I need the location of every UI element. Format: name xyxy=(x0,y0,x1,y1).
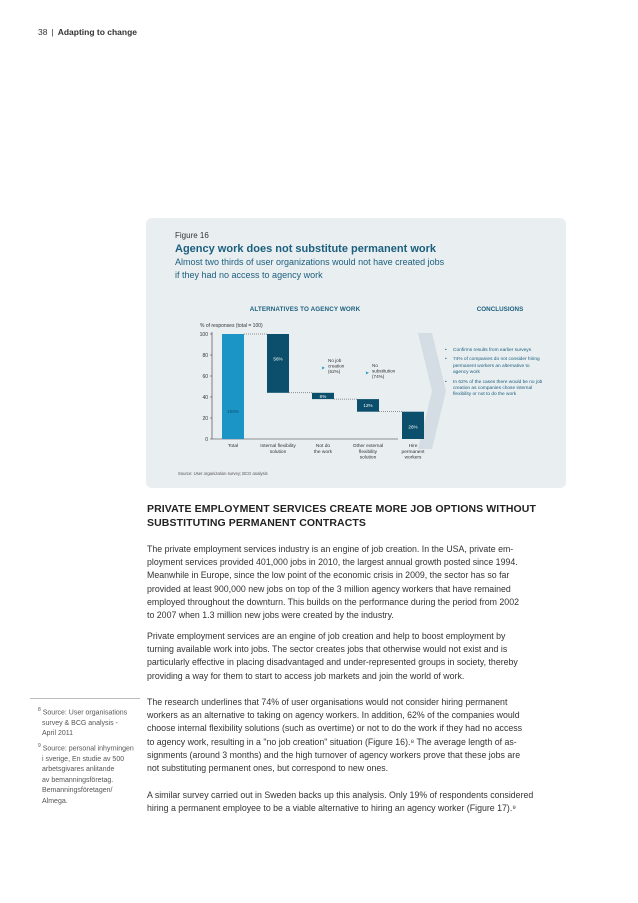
paragraph-line: provided at least 900,000 new jobs on top of the 3 million agency workers that have remained xyxy=(147,583,511,594)
header-separator: | xyxy=(51,27,54,37)
section-title: Adapting to change xyxy=(57,27,138,37)
conclusion-item: • 74% of companies do not consider hiring permanent workers an alternative to agency work xyxy=(445,357,545,376)
annotation-text: creation xyxy=(328,363,345,369)
x-category-label: Hire xyxy=(408,444,418,449)
footnote-line: i sverige, En studie av 500 xyxy=(42,755,125,763)
section-heading-line: SUBSTITUTING PERMANENT CONTRACTS xyxy=(147,517,367,529)
footnote-line: arbetsgivares anlitande xyxy=(42,766,115,774)
x-category-label: the work xyxy=(313,449,333,455)
paragraph-line: choose internal flexibility solutions (such as overtime) or not to do the work if they had no access xyxy=(147,723,523,734)
body-paragraph xyxy=(147,789,567,815)
footnote-line: survey & BCG analysis - xyxy=(42,719,118,727)
figure-subtitle-line: if they had no access to agency work xyxy=(175,270,323,280)
body-paragraph xyxy=(147,630,567,683)
footnote-text: Source: personal inhyrningen xyxy=(42,745,134,753)
x-category-label: Not do xyxy=(315,444,331,449)
y-tick-label: 80 xyxy=(202,352,208,359)
paragraph-line: to 2007 when 1.3 million new jobs were created by the industry. xyxy=(147,610,394,621)
annotation-arrow-icon: ➤ xyxy=(365,370,370,377)
paragraph-line: employed throughout the downturn. This builds on the performance during the period from 2002 xyxy=(147,596,519,607)
body-paragraph xyxy=(147,543,567,622)
bar-value-label: 26% xyxy=(408,424,418,430)
annotation-text: No xyxy=(372,363,378,368)
annotation-text: (74%) xyxy=(372,374,385,380)
footnote-line: April 2011 xyxy=(42,730,74,738)
section-heading-line: PRIVATE EMPLOYMENT SERVICES CREATE MORE JOB OPTIONS WITHOUT xyxy=(147,503,536,515)
x-category-label: solution xyxy=(359,455,377,461)
conclusion-item: • In 62% of the cases there would be no job creation as companies chose internal flexibility or not to do the work xyxy=(445,380,545,399)
x-category-label: Other external xyxy=(352,444,384,449)
conclusions-heading: CONCLUSIONS xyxy=(476,306,524,313)
paragraph-line: providing a way for them to start to access job markets and join the world of work. xyxy=(147,670,465,681)
body-paragraph xyxy=(147,696,567,775)
paragraph-line: Private employment services are an engine of job creation and help to boost employment by xyxy=(147,631,506,641)
x-category-label: solution xyxy=(269,449,287,455)
x-category-label: Total xyxy=(227,444,239,449)
bar-value-label: 56% xyxy=(273,356,283,362)
figure-source: Source: User organization survey; BCG analysis xyxy=(178,471,268,476)
footnote-text: Source: User organisations xyxy=(42,709,128,717)
paragraph-line: particularly effective in placing disadvantaged and under-represented groups in society, thereby xyxy=(147,657,518,668)
bar-value-label: 100% xyxy=(227,408,239,414)
page-header xyxy=(38,27,137,37)
bar-value-label: 12% xyxy=(363,403,373,409)
paragraph-line: not substituting permanent ones, but correspond to new ones. xyxy=(147,763,389,774)
paragraph-line: workers as an alternative to taking on agency workers. In addition, 62% of the companies would xyxy=(147,710,520,721)
y-tick-label: 0 xyxy=(205,436,208,443)
footnote-line: Almega. xyxy=(42,797,68,805)
figure-subtitle-line: Almost two thirds of user organizations would not have created jobs xyxy=(175,257,445,267)
footnote-line xyxy=(38,705,148,719)
y-axis-title: % of responses (total = 100) xyxy=(200,323,263,329)
annotation-text: No job xyxy=(328,358,342,363)
paragraph-line: The private employment services industry is an engine of job creation. In the USA, private em- xyxy=(147,544,514,554)
paragraph-line: Meanwhile in Europe, since the low point of the economic crisis in 2009, the sector has so far xyxy=(147,570,510,581)
paragraph-line: A similar survey carried out in Sweden backs up this analysis. Only 19% of respondents considered xyxy=(147,790,534,800)
paragraph-line: ployment services provided 401,000 jobs in 2010, the largest annual growth posted since 1994. xyxy=(147,557,518,568)
annotation-text: substitution xyxy=(372,368,396,374)
y-tick-label: 40 xyxy=(202,394,208,401)
paragraph-line: to agency work, resulting in a "no job creation" situation (Figure 16).⁸ The average length of as- xyxy=(147,736,517,747)
footnote-number: 8 xyxy=(38,707,41,713)
annotation-arrow-icon: ➤ xyxy=(321,365,326,372)
y-tick-label: 60 xyxy=(202,373,208,380)
paragraph-line: signments (around 3 months) and the high turnover of agency workers prove that these jobs are xyxy=(147,749,521,760)
figure-title: Agency work does not substitute permanent work xyxy=(175,243,436,255)
y-tick-label: 100 xyxy=(199,331,208,338)
footnote-divider xyxy=(30,698,140,699)
footnote-line: av bemanningsföretag. xyxy=(42,776,114,784)
page-number: 38 xyxy=(38,27,48,37)
x-category-label: workers xyxy=(404,455,422,461)
bar-value-label: 6% xyxy=(319,393,327,399)
paragraph-line: hiring a permanent employee to be a viable alternative to hiring an agency worker (Figure 17).⁹ xyxy=(147,803,517,814)
x-category-label: permanent xyxy=(401,449,425,455)
x-category-label: flexibility xyxy=(358,449,378,455)
y-tick-label: 20 xyxy=(202,415,208,422)
footnote-number: 9 xyxy=(38,742,41,749)
conclusions-list xyxy=(445,348,545,402)
bar xyxy=(267,334,289,393)
footnote-line xyxy=(38,741,148,755)
x-category-label: Internal flexibility xyxy=(260,444,296,449)
annotation-text: (62%) xyxy=(328,369,341,375)
alternatives-heading: ALTERNATIVES TO AGENCY WORK xyxy=(249,306,361,313)
bar xyxy=(222,334,244,439)
footnote-line: Bemanningsföretagen/ xyxy=(42,787,113,795)
paragraph-line: The research underlines that 74% of user organisations would not consider hiring permanent xyxy=(147,697,508,707)
conclusion-item: • Confirms results from earlier surveys xyxy=(445,348,545,354)
footnotes xyxy=(38,705,148,807)
figure-label: Figure 16 xyxy=(175,231,209,240)
paragraph-line: turning available work into jobs. The sector creates jobs that otherwise would not exist and is xyxy=(147,644,508,655)
